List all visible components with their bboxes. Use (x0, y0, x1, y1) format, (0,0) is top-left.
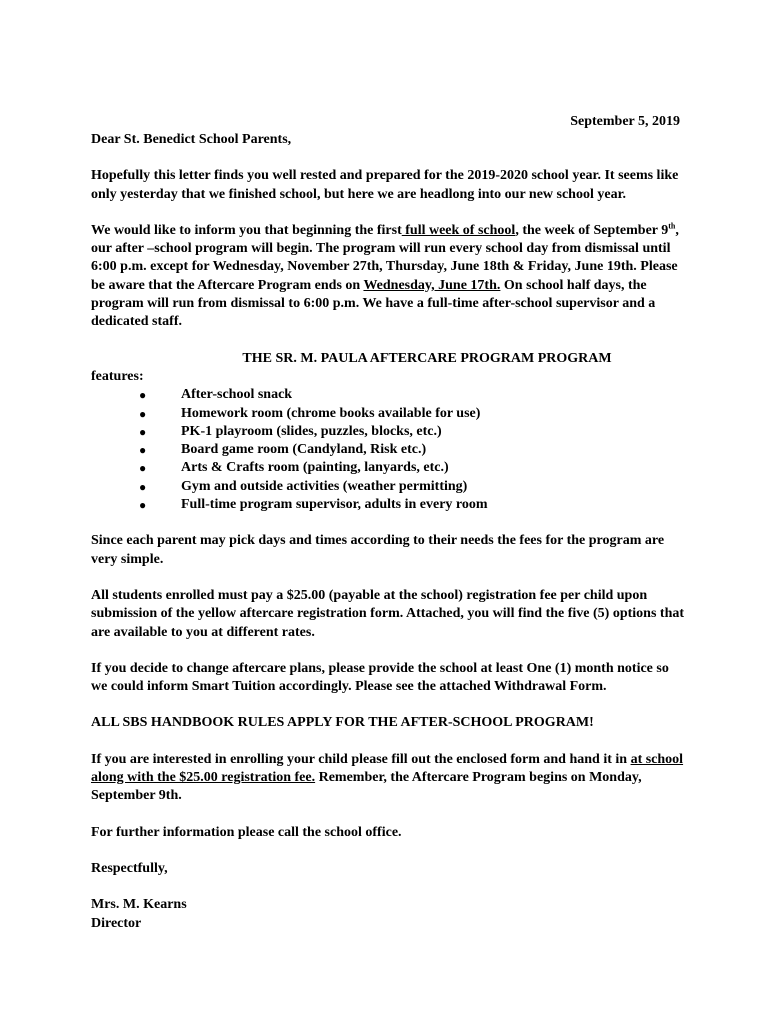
paragraph-intro: Hopefully this letter finds you well rested and prepared for the 2019-2020 school year. It seems like only yesterday that we finished school, but here we are headlong into our new school year. (91, 168, 679, 202)
signature-name: Mrs. M. Kearns (91, 897, 187, 913)
list-item (91, 441, 685, 459)
feature-text: Full-time program supervisor, adults in every room (181, 497, 488, 513)
paragraph-rules: ALL SBS HANDBOOK RULES APPLY FOR THE AFTER-SCHOOL PROGRAM! (91, 715, 594, 731)
list-item (91, 478, 685, 496)
feature-text: PK-1 playroom (slides, puzzles, blocks, etc.) (181, 423, 442, 439)
signature-title: Director (91, 915, 142, 931)
program-title: THE SR. M. PAULA AFTERCARE PROGRAM PROGRAM (242, 350, 612, 366)
underlined-text: at school along with the $25.00 registration fee. (91, 751, 684, 786)
features-label: features: (91, 368, 144, 384)
superscript: th (668, 221, 676, 231)
text-run: , the week of September 9 (515, 222, 669, 238)
feature-text: Board game room (Candyland, Risk etc.) (181, 442, 427, 458)
features-list (91, 386, 685, 514)
paragraph-fees: Since each parent may pick days and times according to their needs the fees for the program are very simple. (91, 533, 665, 567)
text-run: On school half days, the program will run from dismissal to 6:00 p.m. We have a full-time after-school supervisor and a dedicated staff. (91, 277, 656, 330)
paragraph-enrollment (91, 751, 685, 806)
bullet-icon: ● (139, 406, 147, 421)
text-run: We would like to inform you that beginning the first (91, 222, 402, 238)
letter-body (91, 131, 685, 933)
list-item (91, 386, 685, 404)
bullet-icon: ● (139, 443, 147, 458)
bullet-icon: ● (139, 461, 147, 476)
feature-text: Homework room (chrome books available for use) (181, 405, 481, 421)
paragraph-program-start (91, 222, 685, 332)
closing: Respectfully, (91, 860, 168, 876)
bullet-icon: ● (139, 498, 147, 513)
text-run: If you are interested in enrolling your child please fill out the enclosed form and hand it in (91, 751, 631, 767)
text-run: , our after –school program will begin. The program will run every school day from dismissal until 6:00 p.m. except for Wednesday, November 27th, Thursday, June 18th & Friday, June 19th. Please be aware that the Aftercare Program ends on (91, 222, 679, 293)
letter-date: September 5, 2019 (570, 114, 680, 129)
text-run: Remember, the Aftercare Program begins on Monday, September 9th. (91, 770, 642, 804)
feature-text: Arts & Crafts room (painting, lanyards, etc.) (181, 460, 449, 476)
bullet-icon: ● (139, 388, 147, 403)
list-item (91, 459, 685, 477)
bullet-icon: ● (139, 479, 147, 494)
feature-text: After-school snack (181, 387, 293, 403)
salutation: Dear St. Benedict School Parents, (91, 132, 292, 147)
list-item (91, 405, 685, 423)
bullet-icon: ● (139, 424, 147, 439)
list-item (91, 496, 685, 514)
paragraph-withdrawal: If you decide to change aftercare plans, please provide the school at least One (1) month notice so we could inform Smart Tuition accordingly. Please see the attached Withdrawal Form. (91, 660, 669, 695)
paragraph-contact: For further information please call the school office. (91, 824, 402, 840)
list-item (91, 423, 685, 441)
feature-text: Gym and outside activities (weather permitting) (181, 478, 468, 494)
paragraph-registration: All students enrolled must pay a $25.00 (payable at the school) registration fee per child upon submission of the yellow aftercare registration form. Attached, you will find the five (5) options that are available to you at different rates. (91, 587, 685, 640)
underlined-text: Wednesday, June 17th. (363, 277, 501, 293)
underlined-text: full week of school (401, 222, 516, 238)
